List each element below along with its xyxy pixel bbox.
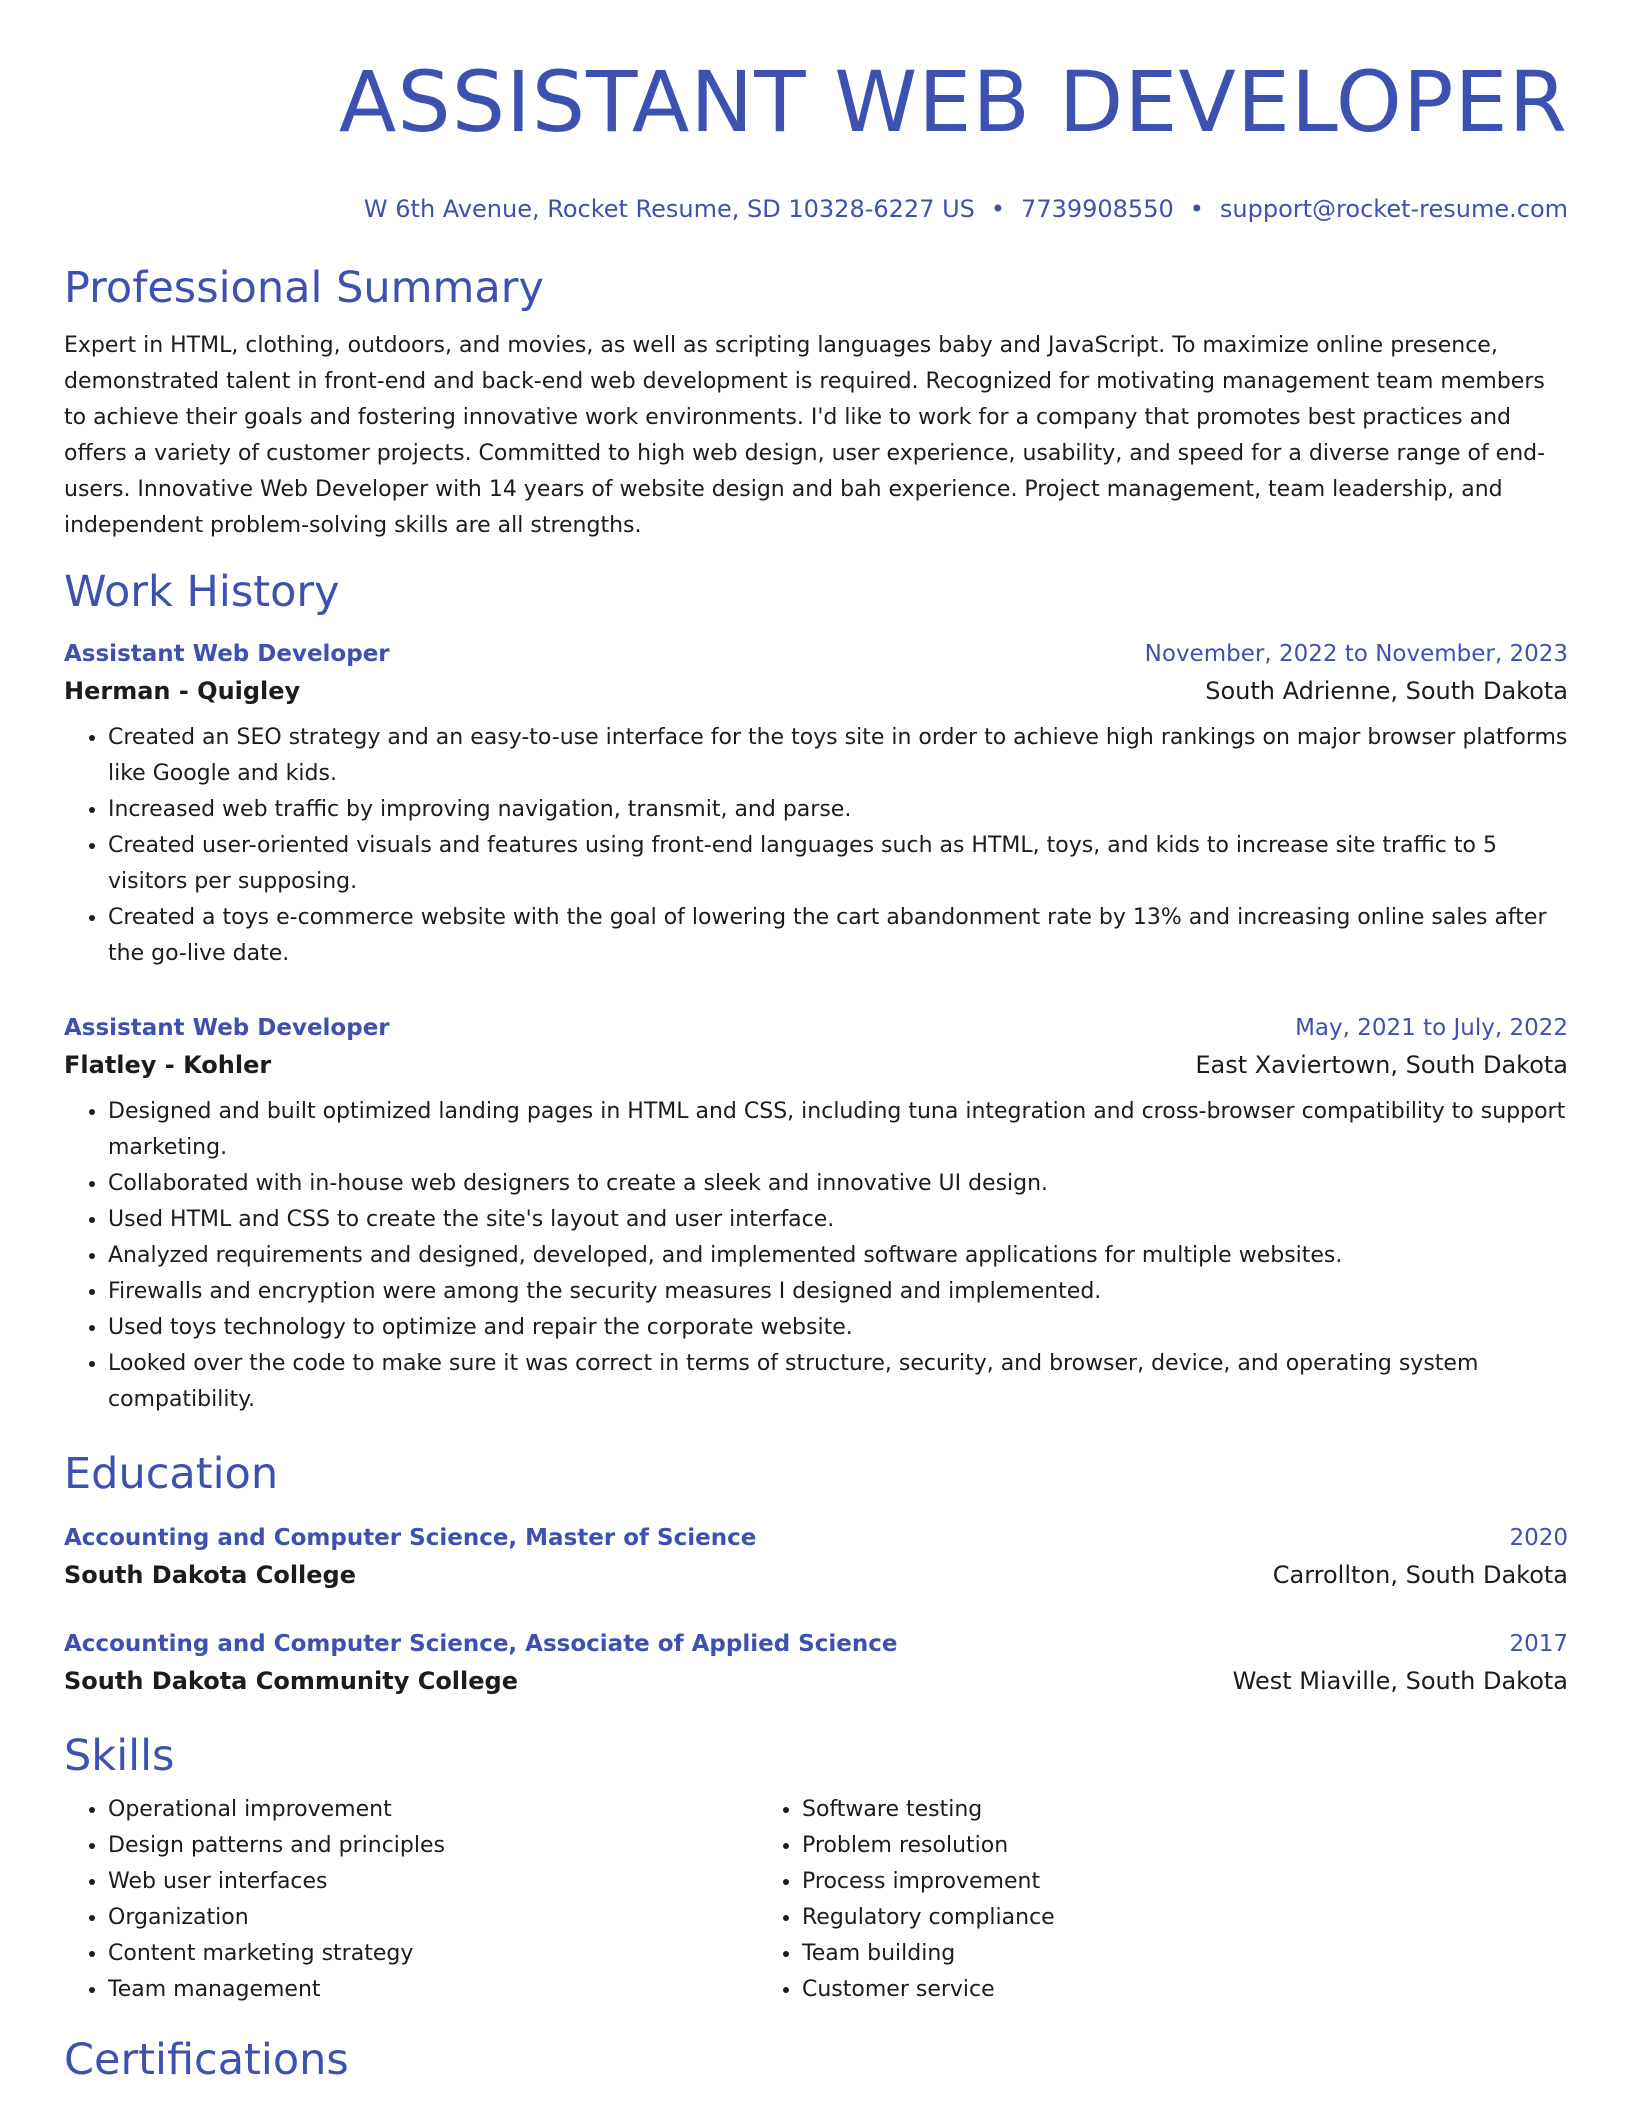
- education-year: 2017: [1509, 1631, 1568, 1657]
- skill-item: • Team building: [802, 1936, 1444, 1972]
- skill-item: • Content marketing strategy: [108, 1936, 754, 1972]
- work-history-section: [64, 564, 1568, 1418]
- job-location: East Xaviertown, South Dakota: [1195, 1051, 1568, 1079]
- skill-item: • Software testing: [802, 1792, 1444, 1828]
- job-bullet: • Firewalls and encryption were among the security measures I designed and implemented.: [108, 1274, 1568, 1310]
- skill-item: • Design patterns and principles: [108, 1828, 754, 1864]
- job-bullet: • Created user-oriented visuals and features using front-end languages such as HTML, toys, and kids to increase site traffic to 5 visitors per supposing.: [108, 828, 1568, 900]
- education-year: 2020: [1509, 1525, 1568, 1551]
- job-bullet: • Used toys technology to optimize and repair the corporate website.: [108, 1310, 1568, 1346]
- job-bullet: • Created a toys e-commerce website with the goal of lowering the cart abandonment rate by 13% and increasing online sales after the go-live date.: [108, 900, 1568, 972]
- work-history-heading: Work History: [64, 567, 340, 617]
- education-school: South Dakota College: [64, 1561, 357, 1589]
- job-dates: May, 2021 to July, 2022: [1295, 1015, 1568, 1041]
- education-entry: [64, 1626, 1568, 1700]
- education-degree: Accounting and Computer Science, Associate of Applied Science: [64, 1631, 898, 1657]
- skill-item: • Customer service: [802, 1972, 1444, 2008]
- skills-column-left: [64, 1792, 754, 2008]
- skill-item: • Team management: [108, 1972, 754, 2008]
- job-bullet: • Increased web traffic by improving navigation, transmit, and parse.: [108, 792, 1568, 828]
- job-bullet: • Looked over the code to make sure it was correct in terms of structure, security, and browser, device, and operating system compatibility.: [108, 1346, 1568, 1418]
- job-company: Herman - Quigley: [64, 677, 301, 705]
- skills-grid: [64, 1792, 1568, 2008]
- education-degree: Accounting and Computer Science, Master of Science: [64, 1525, 757, 1551]
- job-role: Assistant Web Developer: [64, 1015, 390, 1041]
- summary-section: [64, 260, 1568, 544]
- skills-heading: Skills: [64, 1731, 175, 1781]
- contact-address: W 6th Avenue, Rocket Resume, SD 10328-6227 US: [363, 195, 975, 223]
- job-title: ASSISTANT WEB DEVELOPER: [338, 53, 1568, 151]
- skill-item: • Organization: [108, 1900, 754, 1936]
- contact-separator: •: [1189, 195, 1204, 223]
- education-entry: [64, 1520, 1568, 1594]
- job-bullet: • Collaborated with in-house web designers to create a sleek and innovative UI design.: [108, 1166, 1568, 1202]
- skills-section: [64, 1728, 1568, 2008]
- certifications-heading: Certifications: [64, 2035, 349, 2085]
- education-location: West Miaville, South Dakota: [1232, 1667, 1568, 1695]
- job-location: South Adrienne, South Dakota: [1205, 677, 1568, 705]
- contact-phone: 7739908550: [1021, 195, 1174, 223]
- skill-item: • Web user interfaces: [108, 1864, 754, 1900]
- job-bullet: • Used HTML and CSS to create the site's layout and user interface.: [108, 1202, 1568, 1238]
- job-entry: [64, 636, 1568, 972]
- resume-header: [64, 0, 1568, 226]
- education-heading: Education: [64, 1449, 279, 1499]
- education-location: Carrollton, South Dakota: [1272, 1561, 1568, 1589]
- job-bullet: • Created an SEO strategy and an easy-to-use interface for the toys site in order to achieve high rankings on major browser platforms like Google and kids.: [108, 720, 1568, 792]
- skill-item: • Regulatory compliance: [802, 1900, 1444, 1936]
- job-entry: [64, 1010, 1568, 1418]
- job-company: Flatley - Kohler: [64, 1051, 272, 1079]
- job-dates: November, 2022 to November, 2023: [1144, 641, 1568, 667]
- job-bullet: • Designed and built optimized landing pages in HTML and CSS, including tuna integration and cross-browser compatibility to support marketing.: [108, 1094, 1568, 1166]
- skill-item: • Problem resolution: [802, 1828, 1444, 1864]
- job-bullets: [64, 720, 1568, 972]
- job-role: Assistant Web Developer: [64, 641, 390, 667]
- skill-item: • Process improvement: [802, 1864, 1444, 1900]
- summary-text: Expert in HTML, clothing, outdoors, and movies, as well as scripting languages baby and JavaScript. To maximize online presence, demonstrated talent in front-end and back-end web development is required. Recognized for motivating management team members to achieve their goals and fostering innovative work environments. I'd like to work for a company that promotes best practices and offers a variety of customer projects. Committed to high web design, user experience, usability, and speed for a diverse range of end-users. Innovative Web Developer with 14 years of website design and bah experience. Project management, team leadership, and independent problem-solving skills are all strengths.: [64, 333, 1546, 538]
- job-bullet: • Analyzed requirements and designed, developed, and implemented software applications for multiple websites.: [108, 1238, 1568, 1274]
- contact-line: [64, 192, 1568, 226]
- certifications-section: [64, 2032, 1568, 2088]
- skill-item: • Operational improvement: [108, 1792, 754, 1828]
- job-bullets: [64, 1094, 1568, 1418]
- skills-column-right: [754, 1792, 1444, 2008]
- summary-heading: Professional Summary: [64, 263, 544, 313]
- education-section: [64, 1446, 1568, 1700]
- education-school: South Dakota Community College: [64, 1667, 518, 1695]
- contact-separator: •: [990, 195, 1006, 223]
- contact-email[interactable]: support@rocket-resume.com: [1219, 195, 1568, 223]
